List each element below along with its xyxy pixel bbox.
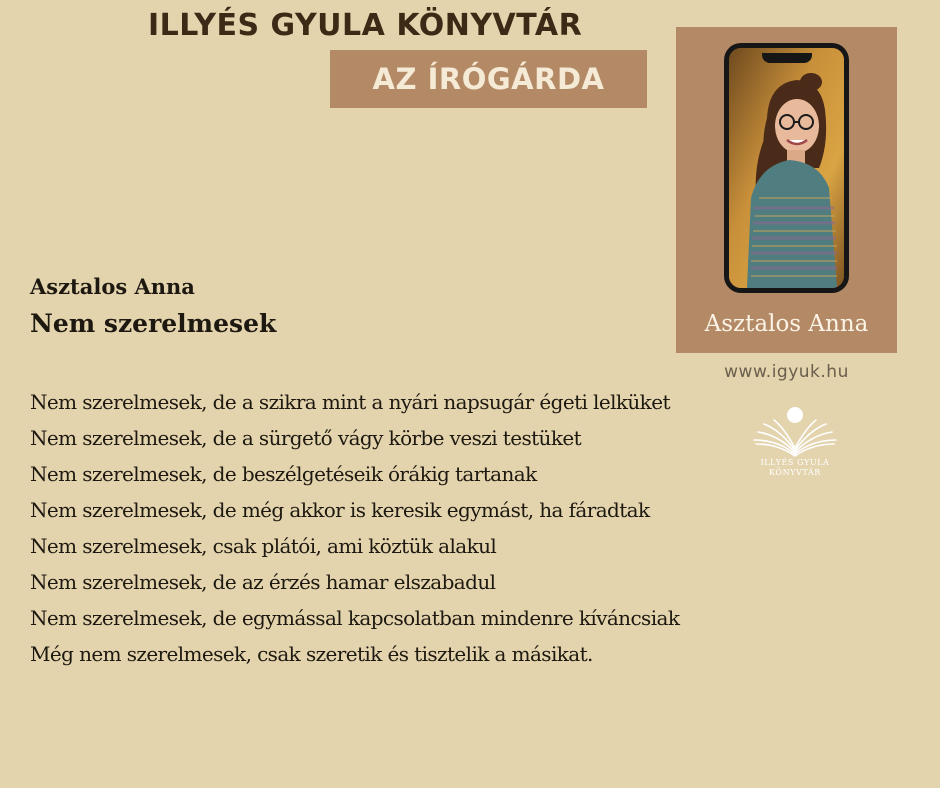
poem-title: Nem szerelmesek [30, 309, 277, 338]
section-banner [330, 50, 647, 108]
website-link[interactable]: www.igyuk.hu [724, 362, 849, 382]
logo-text-line2: KÖNYVTÁR [769, 468, 821, 477]
poem-line: Még nem szerelmesek, csak szeretik és tisztelik a másikat. [30, 642, 593, 666]
phone-frame [724, 43, 849, 293]
poem-line: Nem szerelmesek, csak plátói, ami köztük alakul [30, 534, 497, 558]
library-title: ILLYÉS GYULA KÖNYVTÁR [148, 8, 583, 43]
poem-author: Asztalos Anna [30, 274, 195, 299]
portrait-illustration [729, 48, 844, 288]
section-banner-label: AZ ÍRÓGÁRDA [372, 62, 605, 96]
poem-line: Nem szerelmesek, de a szikra mint a nyári napsugár égeti lelküket [30, 390, 670, 414]
library-logo [748, 402, 842, 482]
poem-line: Nem szerelmesek, de még akkor is keresik egymást, ha fáradtak [30, 498, 650, 522]
logo-text-line1: ILLYÉS GYULA [760, 458, 830, 467]
author-photo-card [676, 27, 897, 353]
poem-line: Nem szerelmesek, de beszélgetéseik órákig tartanak [30, 462, 537, 486]
poem-line: Nem szerelmesek, de az érzés hamar elszabadul [30, 570, 496, 594]
poem-line: Nem szerelmesek, de egymással kapcsolatban mindenre kíváncsiak [30, 606, 680, 630]
open-book-sun-icon [748, 402, 842, 458]
photo-card-name: Asztalos Anna [704, 311, 869, 337]
poem-line: Nem szerelmesek, de a sürgető vágy körbe veszi testüket [30, 426, 582, 450]
author-photo [729, 48, 844, 288]
poem-body [30, 384, 679, 672]
phone-notch [762, 53, 812, 63]
